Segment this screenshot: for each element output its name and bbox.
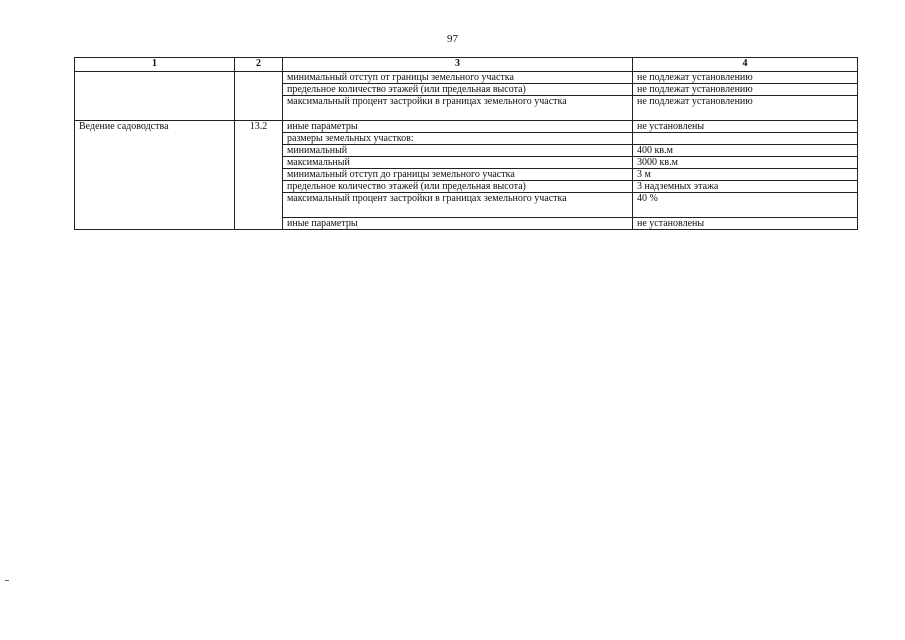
header-col-1: 1 <box>75 58 235 72</box>
use-type-cell-empty <box>75 72 235 121</box>
code-cell-empty <box>235 72 283 121</box>
param-cell: иные параметры <box>283 218 633 230</box>
header-col-3: 3 <box>283 58 633 72</box>
param-cell: максимальный процент застройки в границах земельного участка <box>283 193 633 218</box>
value-cell: 3 надземных этажа <box>633 181 858 193</box>
code-cell: 13.2 <box>235 121 283 230</box>
table-row <box>75 121 858 133</box>
param-cell: минимальный <box>283 145 633 157</box>
param-cell: максимальный <box>283 157 633 169</box>
scan-edge-mark <box>5 580 9 581</box>
header-col-2: 2 <box>235 58 283 72</box>
header-col-4: 4 <box>633 58 858 72</box>
land-use-parameters-table <box>74 57 858 230</box>
value-cell: 3 м <box>633 169 858 181</box>
value-cell: не подлежат установлению <box>633 96 858 121</box>
param-cell: предельное количество этажей (или предельная высота) <box>283 84 633 96</box>
param-cell: иные параметры <box>283 121 633 133</box>
value-cell: не установлены <box>633 121 858 133</box>
page-number: 97 <box>447 33 458 45</box>
table-header-row <box>75 58 858 72</box>
value-cell <box>633 133 858 145</box>
param-cell: минимальный отступ от границы земельного участка <box>283 72 633 84</box>
use-type-cell: Ведение садоводства <box>75 121 235 230</box>
value-cell: не установлены <box>633 218 858 230</box>
table-row <box>75 72 858 84</box>
param-cell: максимальный процент застройки в границах земельного участка <box>283 96 633 121</box>
value-cell: не подлежат установлению <box>633 72 858 84</box>
value-cell: 400 кв.м <box>633 145 858 157</box>
value-cell: не подлежат установлению <box>633 84 858 96</box>
value-cell: 3000 кв.м <box>633 157 858 169</box>
param-cell: предельное количество этажей (или предельная высота) <box>283 181 633 193</box>
param-cell: размеры земельных участков: <box>283 133 633 145</box>
param-cell: минимальный отступ до границы земельного участка <box>283 169 633 181</box>
value-cell: 40 % <box>633 193 858 218</box>
